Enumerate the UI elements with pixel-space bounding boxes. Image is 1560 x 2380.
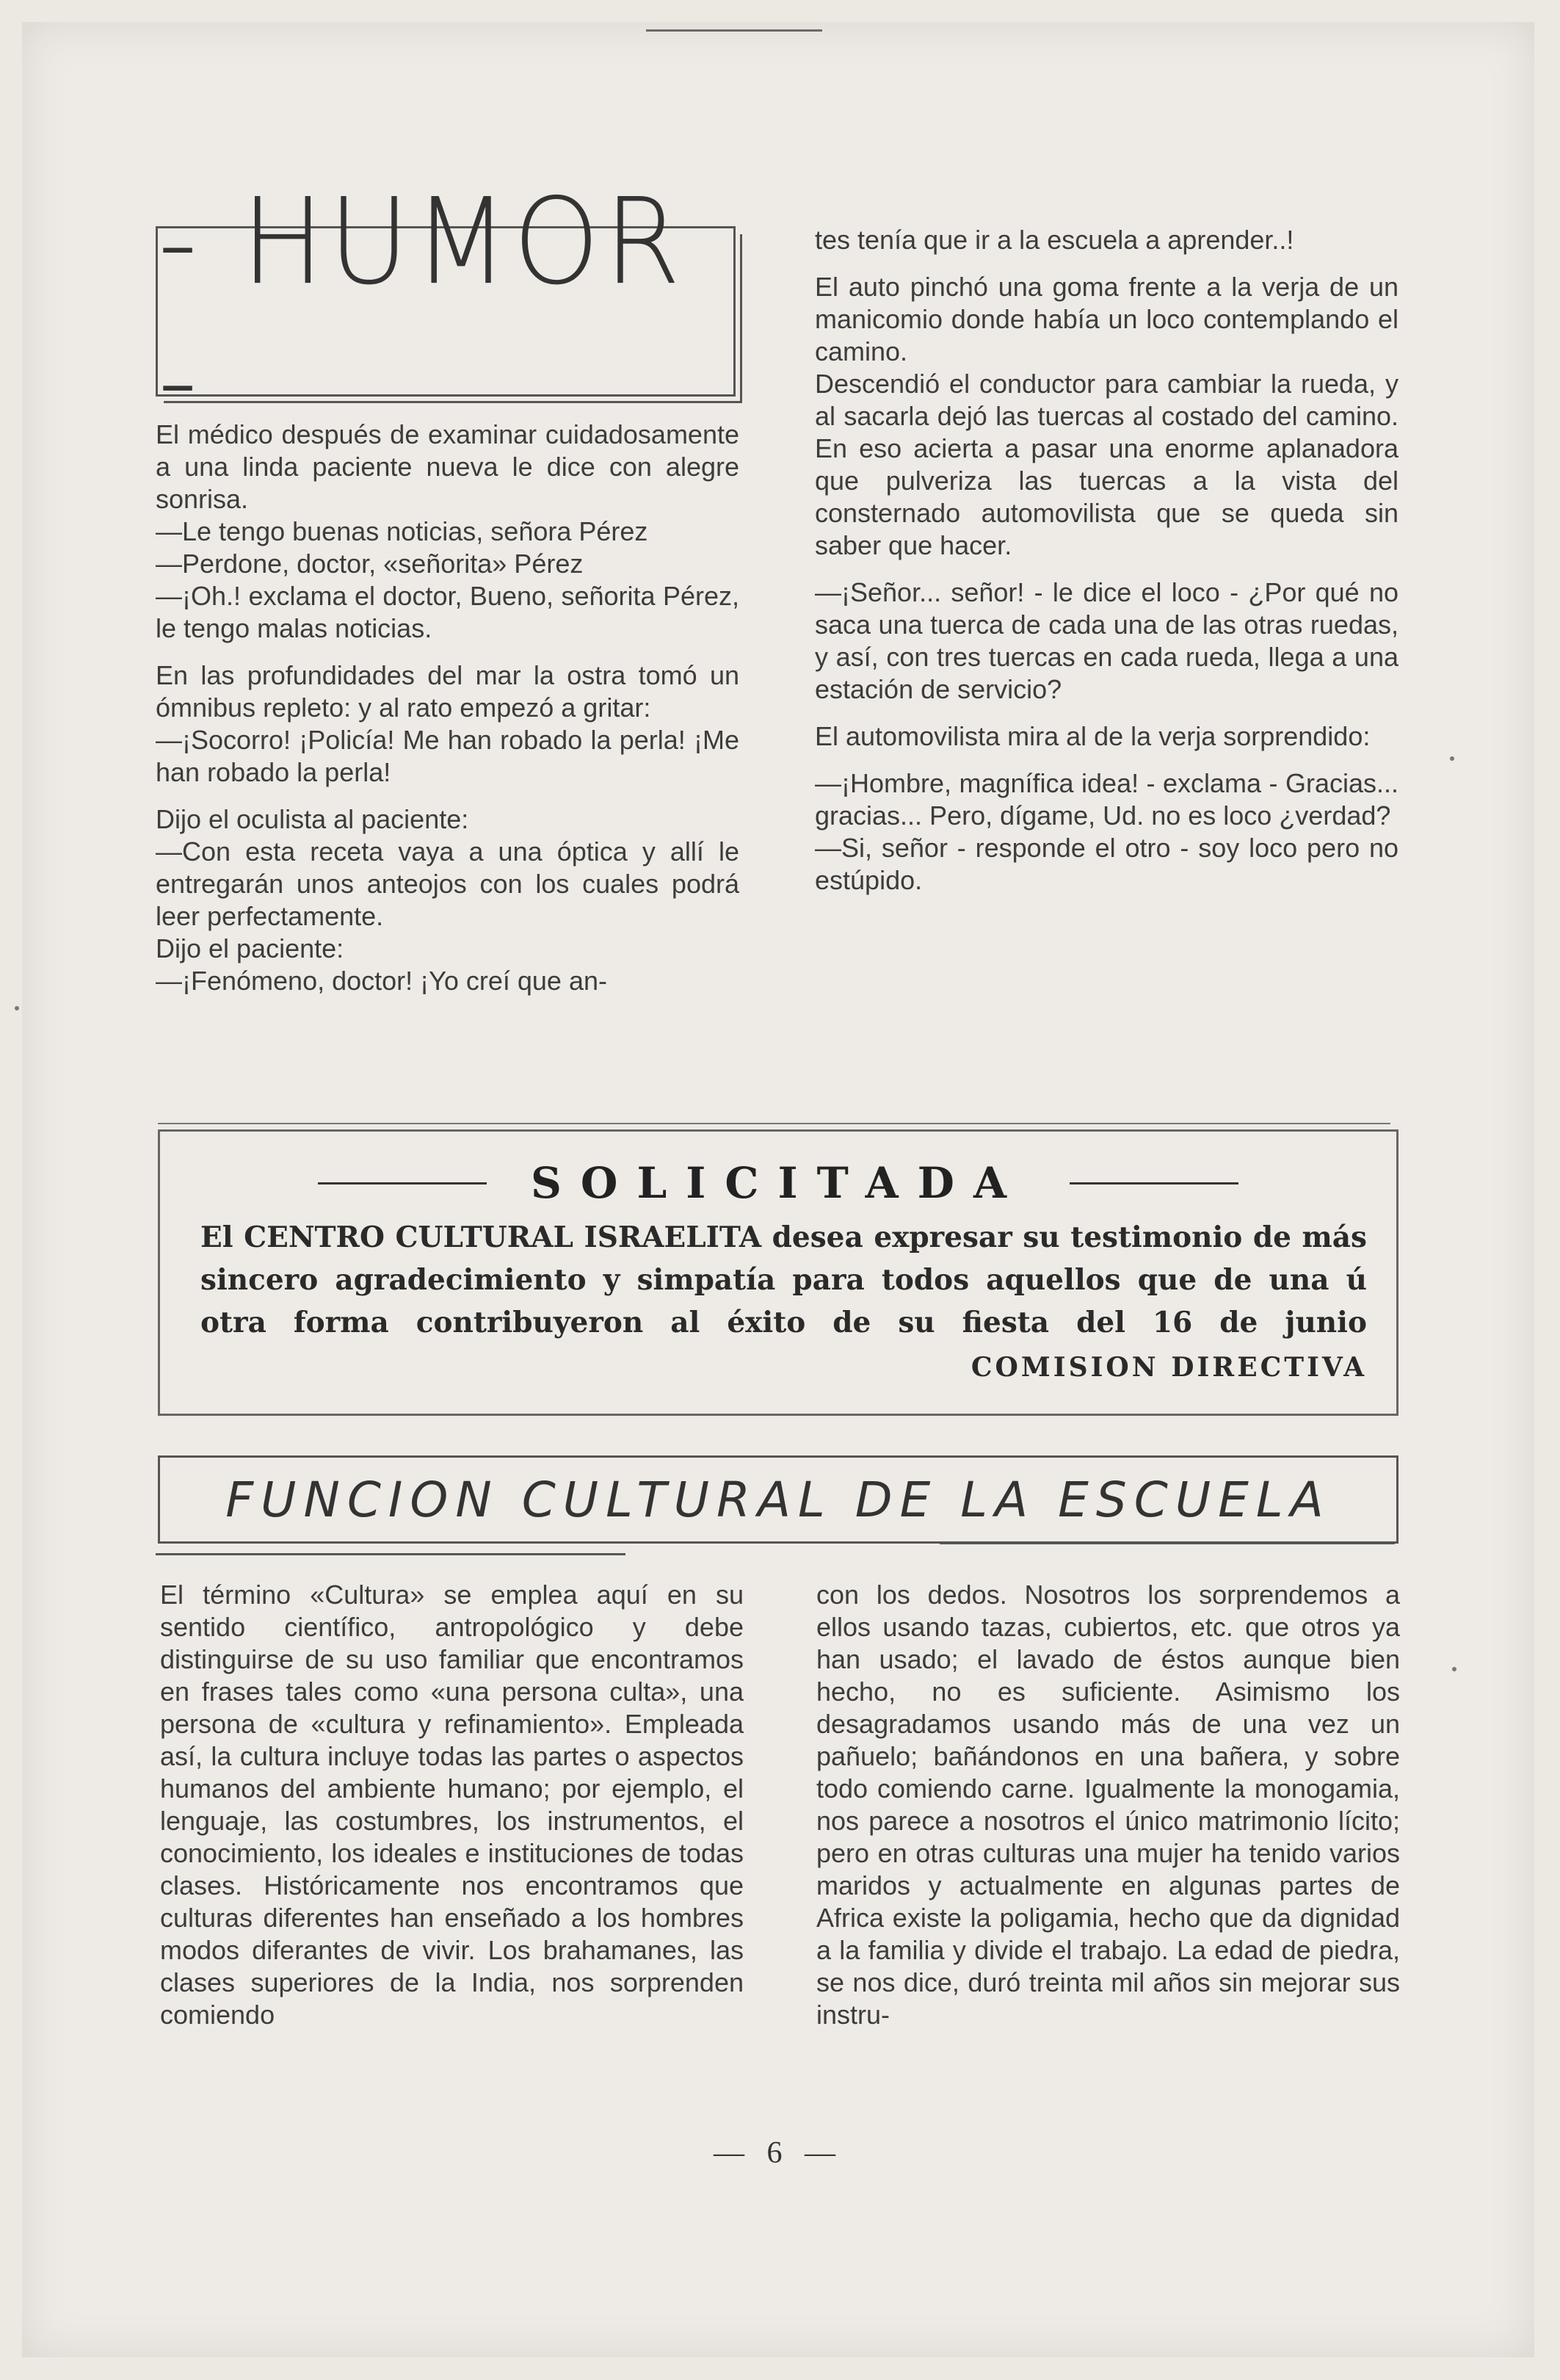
top-edge-mark — [646, 29, 822, 32]
page-number: — 6 — — [714, 2136, 843, 2170]
humor-paragraph: Descendió el conductor para cambiar la rueda, y al sacarla dejó las tuercas al costado del camino. En eso acierta a pasar una enorme aplanadora que pulveriza las tuercas a la vista del consternado automovilista que se queda sin saber que hacer. — [815, 369, 1398, 560]
humor-paragraph: —¡Socorro! ¡Policía! Me han robado la perla! ¡Me han robado la perla! — [156, 725, 739, 787]
humor-title: - HUMOR - — [158, 173, 686, 449]
humor-paragraph: El automovilista mira al de la verja sorprendido: — [815, 721, 1371, 751]
funcion-title-box — [158, 1455, 1398, 1544]
title-rule-left — [318, 1182, 487, 1184]
humor-right-column — [815, 224, 1398, 897]
humor-paragraph: Dijo el paciente: — [156, 933, 344, 963]
humor-paragraph: tes tenía que ir a la escuela a aprender..! — [815, 225, 1294, 255]
funcion-right-column — [816, 1579, 1400, 2031]
solicitada-signature: COMISION DIRECTIVA — [971, 1352, 1367, 1383]
humor-paragraph: —¡Señor... señor! - le dice el loco - ¿Por qué no saca una tuerca de cada una de las otras ruedas, y así, con tres tuercas en cada rueda, llega a una estación de servicio? — [815, 577, 1398, 704]
humor-paragraph: En las profundidades del mar la ostra tomó un ómnibus repleto: y al rato empezó a gritar: — [156, 660, 739, 723]
humor-paragraph: —¡Fenómeno, doctor! ¡Yo creí que an- — [156, 966, 607, 996]
paper-speck — [1452, 1667, 1456, 1671]
humor-paragraph: El médico después de examinar cuidadosamente a una linda paciente nueva le dice con alegre sonrisa. — [156, 419, 739, 514]
humor-paragraph: —Le tengo buenas noticias, señora Pérez — [156, 516, 648, 546]
humor-paragraph: —¡Hombre, magnífica idea! - exclama - Gracias... gracias... Pero, dígame, Ud. no es loco ¿verdad? — [815, 768, 1398, 831]
humor-paragraph: El auto pinchó una goma frente a la verja de un manicomio donde había un loco contemplando el camino. — [815, 272, 1398, 366]
humor-paragraph: Dijo el oculista al paciente: — [156, 804, 469, 834]
title-underline-left — [156, 1553, 625, 1555]
funcion-paragraph: con los dedos. Nosotros los sorprendemos a ellos usando tazas, cubiertos, etc. que otros ya han usado; el lavado de éstos aunque bien hecho, no es suficiente. Asimismo los desagradamos usando más de una vez un pañuelo; bañándonos en una bañera, y sobre todo comiendo carne. Igualmente la monogamia, nos parece a nosotros el único matrimonio lícito; pero en otras culturas una mujer ha tenido varios maridos y actualmente en algunas partes de Africa existe la poligamia, hecho que da dignidad a la familia y divide el trabajo. La edad de piedra, se nos dice, duró treinta mil años sin mejorar sus instru- — [816, 1580, 1400, 2030]
funcion-left-column — [160, 1579, 744, 2031]
funcion-title: FUNCION CULTURAL DE LA ESCUELA — [225, 1471, 1331, 1528]
solicitada-body: El CENTRO CULTURAL ISRAELITA desea expresar su testimonio de más sincero agradecimiento y simpatía para todos aquellos que de una ú otra forma contribuyeron al éxito de su fiesta del 16 de junio — [200, 1220, 1367, 1339]
title-rule-right — [1070, 1182, 1238, 1184]
humor-paragraph: —Perdone, doctor, «señorita» Pérez — [156, 549, 584, 579]
funcion-paragraph: El término «Cultura» se emplea aquí en su sentido científico, antropológico y debe distinguirse de su uso familiar que encontramos en frases tales como «una persona culta», una persona de «cultura y refinamiento». Empleada así, la cultura incluye todas las partes o aspectos humanos del ambiente humano; por ejemplo, el lenguaje, las costumbres, los instrumentos, el conocimiento, los ideales e instituciones de todas clases. Históricamente nos encontramos que culturas diferentes han enseñado a los hombres modos diferantes de vivir. Los brahamanes, las clases superiores de la India, nos sorprenden comiendo — [160, 1580, 744, 2030]
solicitada-box — [158, 1129, 1398, 1416]
paper-speck — [15, 1006, 19, 1010]
humor-paragraph: —Con esta receta vaya a una óptica y allí le entregarán unos anteojos con los cuales podrá leer perfectamente. — [156, 836, 739, 931]
humor-paragraph: —Si, señor - responde el otro - soy loco pero no estúpido. — [815, 833, 1398, 895]
humor-paragraph: —¡Oh.! exclama el doctor, Bueno, señorita Pérez, le tengo malas noticias. — [156, 581, 739, 643]
humor-left-column — [156, 419, 739, 997]
title-underline-right — [940, 1542, 1395, 1544]
humor-title-box — [156, 173, 736, 449]
solicitada-title-row — [160, 1154, 1396, 1212]
solicitada-title: SOLICITADA — [531, 1158, 1026, 1208]
paper-speck — [1450, 756, 1454, 761]
